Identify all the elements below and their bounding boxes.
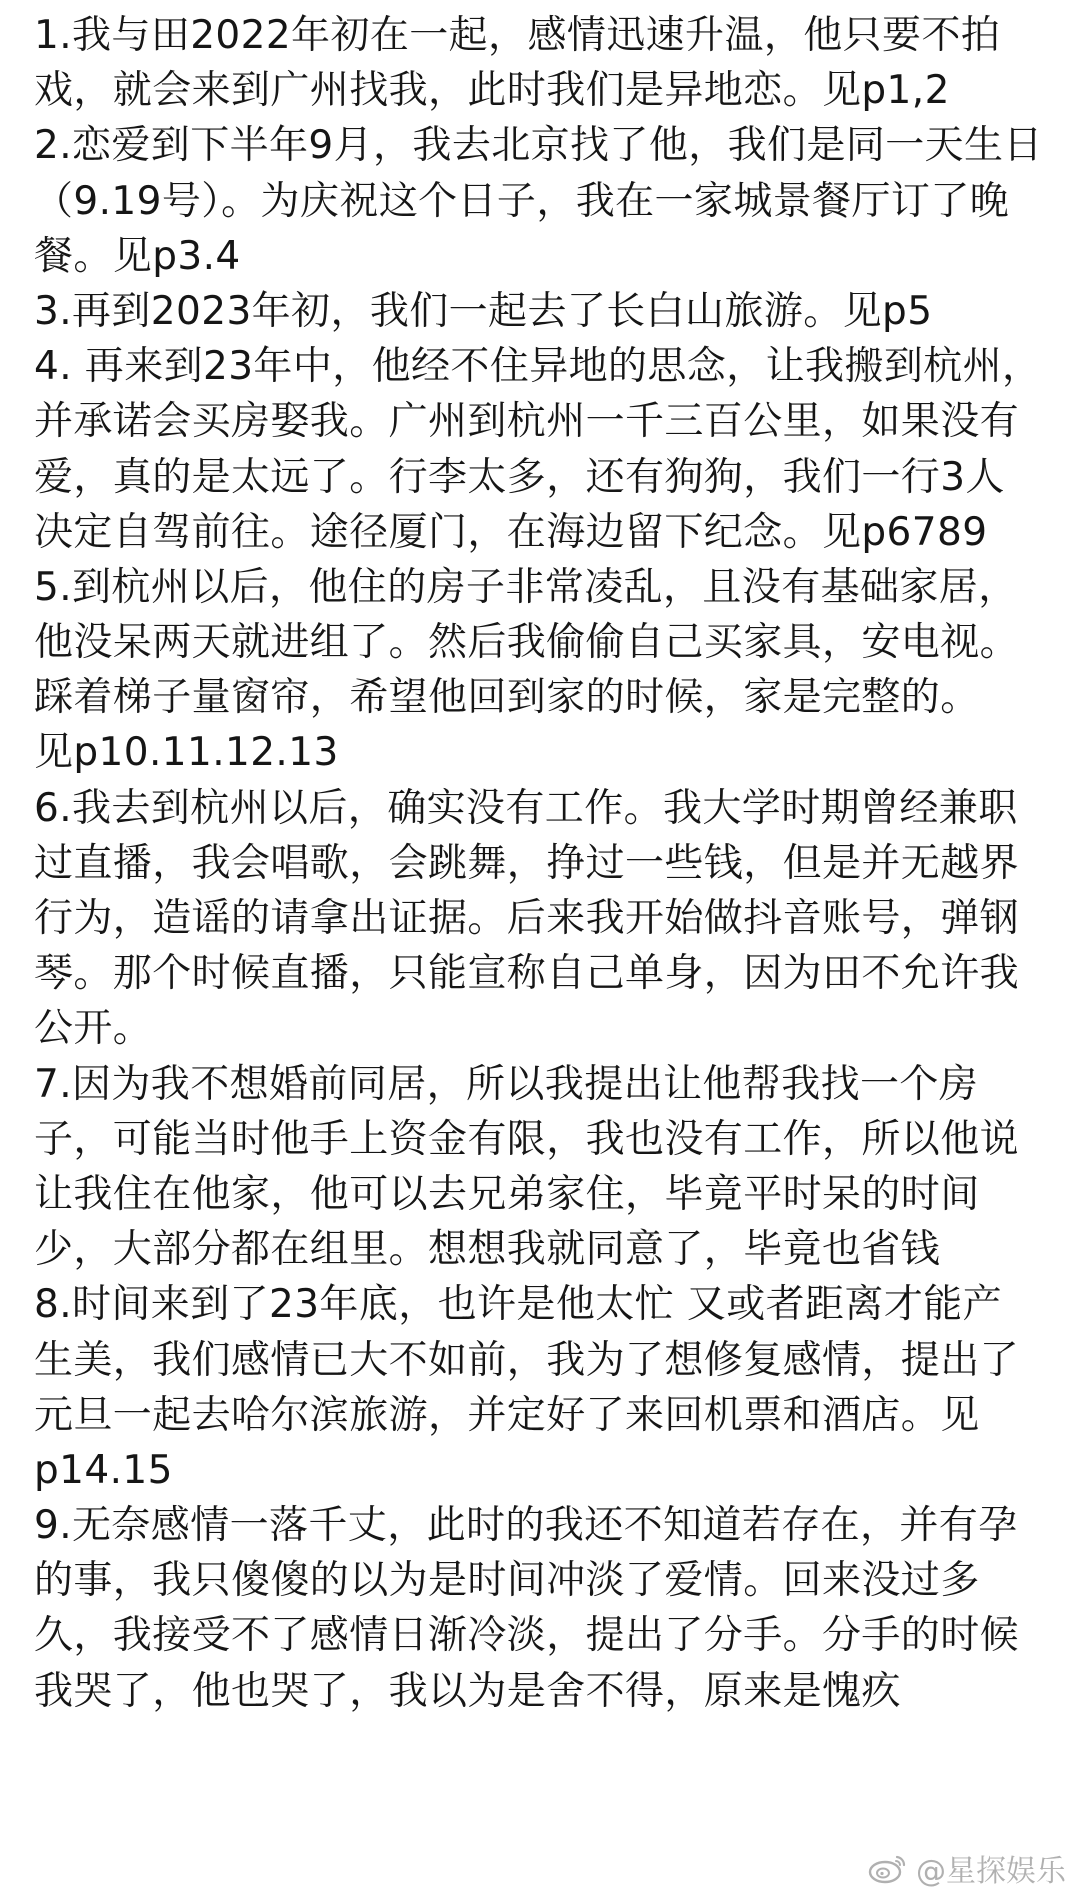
watermark (868, 1846, 1066, 1890)
text-line: 2.恋爱到下半年9月，我去北京找了他，我们是同一天生日 (34, 123, 1043, 169)
text-line: 戏，就会来到广州找我，此时我们是异地恋。见p1,2 (34, 68, 950, 114)
text-line: 元旦一起去哈尔滨旅游，并定好了来回机票和酒店。见 (34, 1392, 980, 1438)
document-body (34, 8, 1074, 1719)
text-line: 3.再到2023年初，我们一起去了长白山旅游。见p5 (34, 288, 933, 334)
text-line: 6.我去到杭州以后，确实没有工作。我大学时期曾经兼职 (34, 785, 1018, 831)
text-line: p14.15 (34, 1447, 173, 1493)
text-line: 行为，造谣的请拿出证据。后来我开始做抖音账号，弹钢 (34, 896, 1020, 941)
text-line: 见p10.11.12.13 (34, 730, 339, 776)
text-line: 琴。那个时候直播，只能宣称自己单身，因为田不允许我 (34, 951, 1020, 997)
text-line: 4. 再来到23年中，他经不住异地的思念，让我搬到杭州， (34, 344, 1042, 390)
text-line: 生美，我们感情已大不如前，我为了想修复感情，提出了 (34, 1337, 1020, 1383)
text-line: 让我住在他家，他可以去兄弟家住，毕竟平时呆的时间 (34, 1171, 980, 1217)
text-line: 决定自驾前往。途径厦门，在海边留下纪念。见p6789 (34, 509, 988, 555)
weibo-logo-icon (868, 1852, 908, 1884)
text-line: 餐。见p3.4 (34, 233, 241, 279)
text-line: 少，大部分都在组里。想想我就同意了，毕竟也省钱 (34, 1227, 941, 1273)
text-line: 公开。 (34, 1006, 153, 1052)
text-line: 8.时间来到了23年底，也许是他太忙 又或者距离才能产 (34, 1282, 1003, 1328)
text-line: 他没呆两天就进组了。然后我偷偷自己买家具，安电视。 (34, 620, 1020, 666)
text-line: 爱，真的是太远了。行李太多，还有狗狗，我们一行3人 (34, 454, 1005, 500)
text-line: 的事，我只傻傻的以为是时间冲淡了爱情。回来没过多 (34, 1558, 980, 1604)
text-line: 9.无奈感情一落千丈，此时的我还不知道若存在，并有孕 (34, 1503, 1018, 1549)
text-line: 1.我与田2022年初在一起，感情迅速升温，他只要不拍 (34, 13, 1001, 58)
text-line: （9.19号）。为庆祝这个日子，我在一家城景餐厅订了晚 (34, 178, 1010, 224)
text-line: 并承诺会买房娶我。广州到杭州一千三百公里，如果没有 (34, 399, 1020, 445)
text-line: 7.因为我不想婚前同居，所以我提出让他帮我找一个房 (34, 1061, 979, 1107)
text-line: 5.到杭州以后，他住的房子非常凌乱，且没有基础家居， (34, 564, 1018, 610)
text-line: 我哭了，他也哭了，我以为是舍不得，原来是愧疚 (34, 1668, 901, 1714)
text-line: 久，我接受不了感情日渐冷淡，提出了分手。分手的时候 (34, 1613, 1020, 1659)
watermark-text: @星探娱乐 (916, 1854, 1066, 1889)
text-line: 踩着梯子量窗帘，希望他回到家的时候，家是完整的。 (34, 675, 980, 721)
text-line: 子，可能当时他手上资金有限，我也没有工作，所以他说 (34, 1116, 1020, 1162)
text-line: 过直播，我会唱歌，会跳舞，挣过一些钱，但是并无越界 (34, 840, 1020, 886)
